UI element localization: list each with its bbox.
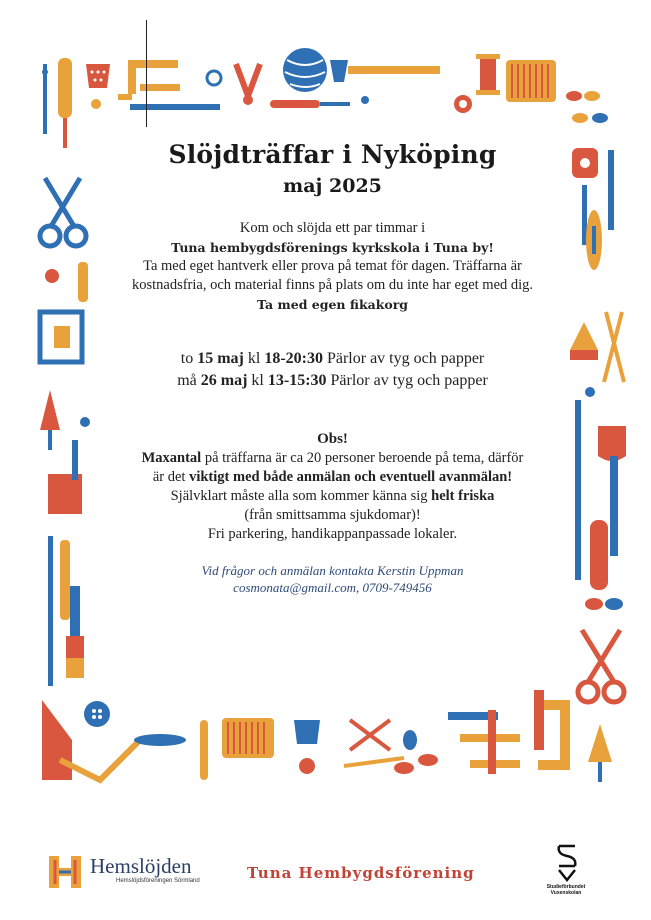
intro-text	[95, 219, 570, 314]
poster-subtitle: maj 2025	[283, 175, 382, 197]
intro-line: Ta med eget hantverk eller prova på temat för dagen. Träffarna är	[143, 258, 522, 274]
hemslojden-subtitle: Hemslöjdsföreningen Sörmland	[116, 878, 200, 884]
schedule-time: 18-20:30	[264, 350, 323, 367]
leaf-icon	[585, 598, 623, 610]
compass-icon	[344, 720, 404, 766]
axe-icon	[48, 440, 82, 514]
obs-heading: Obs!	[317, 431, 348, 447]
contact-email-phone[interactable]: cosmonata@gmail.com, 0709-749456	[233, 580, 432, 595]
schedule-date: 26 maj	[200, 372, 248, 389]
thimble-icon	[86, 64, 110, 109]
clamp-icon	[534, 690, 570, 770]
leaf-icon	[566, 91, 608, 123]
loom-icon	[222, 718, 274, 758]
button-icon	[207, 71, 221, 85]
loom-icon	[506, 60, 556, 102]
hemslojden-logo-icon	[47, 852, 83, 892]
schedule	[95, 348, 570, 392]
spool-icon	[572, 148, 598, 178]
spool-icon	[476, 54, 500, 95]
contact-name: Vid frågor och anmälan kontakta Kerstin Uppman	[201, 563, 464, 578]
clamp-icon	[118, 60, 220, 110]
knife-icon	[42, 58, 72, 148]
yarn-ball-icon	[283, 48, 327, 92]
tuna-hembygdsforening-logo: Tuna Hembygdsförening	[247, 864, 475, 882]
leaf-icon	[394, 730, 438, 774]
saw-icon	[40, 312, 82, 362]
schedule-row: to 15 maj kl 18-20:30 Pärlor av tyg och papper	[180, 350, 485, 367]
hemslojden-name: Hemslöjden	[90, 854, 192, 878]
pliers-icon	[236, 64, 260, 105]
button-icon	[84, 701, 110, 727]
spindle-icon	[570, 322, 598, 360]
footer-logos	[0, 840, 651, 900]
spindle-icon	[40, 390, 60, 450]
studieforbundet-logo-icon	[556, 844, 578, 882]
flower-icon	[454, 95, 472, 113]
knife-icon	[590, 520, 608, 590]
schedule-row: må 26 maj kl 13-15:30 Pärlor av tyg och papper	[177, 372, 488, 389]
flower-icon	[45, 269, 59, 283]
intro-line: kostnadsfria, och material finns på plats om du inte har eget med dig.	[131, 277, 534, 293]
obs-line: Maxantal på träffarna är ca 20 personer beroende på tema, därför	[141, 450, 524, 466]
thimble-icon	[294, 720, 320, 774]
contact-info	[95, 562, 570, 596]
poster-title: Slöjdträffar i Nyköping	[168, 140, 497, 169]
obs-line: Fri parkering, handikappanpassade lokaler.	[207, 526, 458, 542]
text-cursor	[146, 20, 147, 127]
obs-line: Självklart måste alla som kommer känna sig helt friska	[170, 488, 495, 504]
studieforbundet-text: Studieförbundet Vuxenskolan	[546, 884, 586, 896]
intro-line: Kom och slöjda ett par timmar i	[239, 220, 426, 236]
spindle-icon	[588, 724, 612, 782]
schedule-time: 13-15:30	[267, 372, 327, 389]
obs-line: (från smittsamma sjukdomar)!	[244, 507, 421, 523]
poster-content	[95, 140, 570, 596]
intro-location: Tuna hembygdsförenings kyrkskola i Tuna by!	[171, 240, 494, 255]
obs-section	[95, 430, 570, 544]
scissors-icon	[578, 630, 624, 702]
schedule-theme: Pärlor av tyg och papper	[330, 372, 488, 389]
knife-icon	[270, 100, 350, 108]
scissors-icon	[40, 178, 86, 246]
compass-icon	[42, 700, 72, 780]
hammer-icon	[330, 60, 440, 82]
obs-line: är det viktigt med både anmälan och eventuell avanmälan!	[152, 469, 513, 485]
intro-fika: Ta med egen fikakorg	[256, 297, 409, 312]
schedule-theme: Pärlor av tyg och papper	[326, 350, 485, 367]
schedule-date: 15 maj	[197, 350, 244, 367]
